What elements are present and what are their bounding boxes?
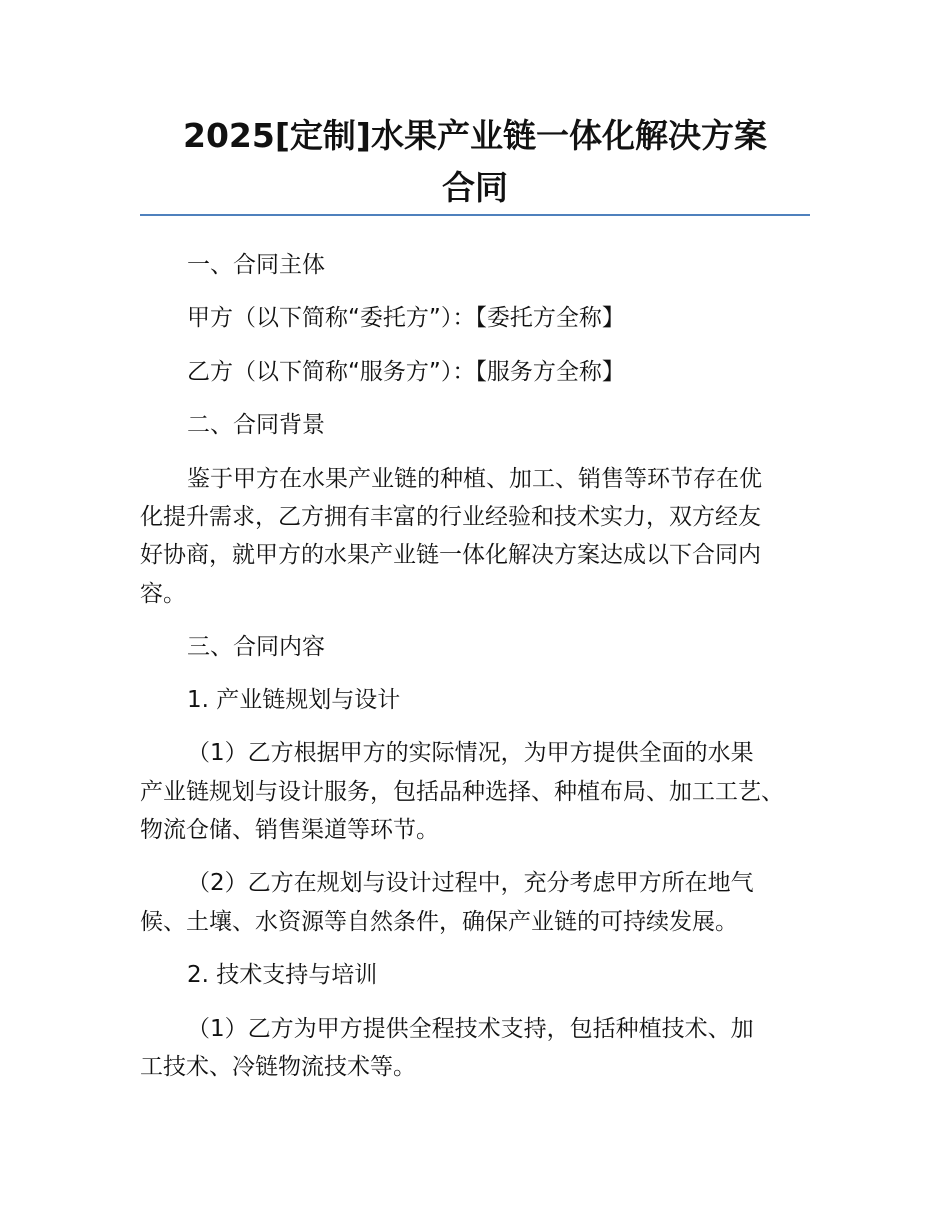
background-line: 容。: [140, 581, 186, 607]
item-2-paragraph-1-line: 工技术、冷链物流技术等。: [140, 1054, 416, 1080]
section-heading-content: 三、合同内容: [187, 634, 325, 660]
background-line: 好协商，就甲方的水果产业链一体化解决方案达成以下合同内: [140, 542, 761, 568]
item-1-heading: 1. 产业链规划与设计: [187, 687, 401, 713]
title-line-1: 2025[定制]水果产业链一体化解决方案: [182, 116, 767, 155]
background-line: 化提升需求，乙方拥有丰富的行业经验和技术实力，双方经友: [140, 504, 761, 530]
item-1-paragraph-2-line: （2）乙方在规划与设计过程中，充分考虑甲方所在地气: [187, 870, 754, 896]
item-1-paragraph-1-line: （1）乙方根据甲方的实际情况，为甲方提供全面的水果: [187, 740, 754, 766]
title-line-2: 合同: [442, 168, 508, 207]
party-b-line: 乙方（以下简称“服务方”）：【服务方全称】: [187, 359, 625, 385]
item-2-paragraph-1-line: （1）乙方为甲方提供全程技术支持，包括种植技术、加: [187, 1016, 754, 1042]
background-line: 鉴于甲方在水果产业链的种植、加工、销售等环节存在优: [187, 466, 762, 492]
section-heading-parties: 一、合同主体: [187, 252, 325, 278]
item-1-paragraph-2-line: 候、土壤、水资源等自然条件，确保产业链的可持续发展。: [140, 909, 738, 935]
title-divider: [140, 214, 810, 216]
item-1-paragraph-1-line: 物流仓储、销售渠道等环节。: [140, 817, 439, 843]
section-heading-background: 二、合同背景: [187, 412, 325, 438]
item-2-heading: 2. 技术支持与培训: [187, 962, 378, 988]
party-a-line: 甲方（以下简称“委托方”）：【委托方全称】: [187, 305, 625, 331]
document-title: [140, 110, 810, 214]
item-1-paragraph-1-line: 产业链规划与设计服务，包括品种选择、种植布局、加工工艺、: [140, 779, 784, 805]
